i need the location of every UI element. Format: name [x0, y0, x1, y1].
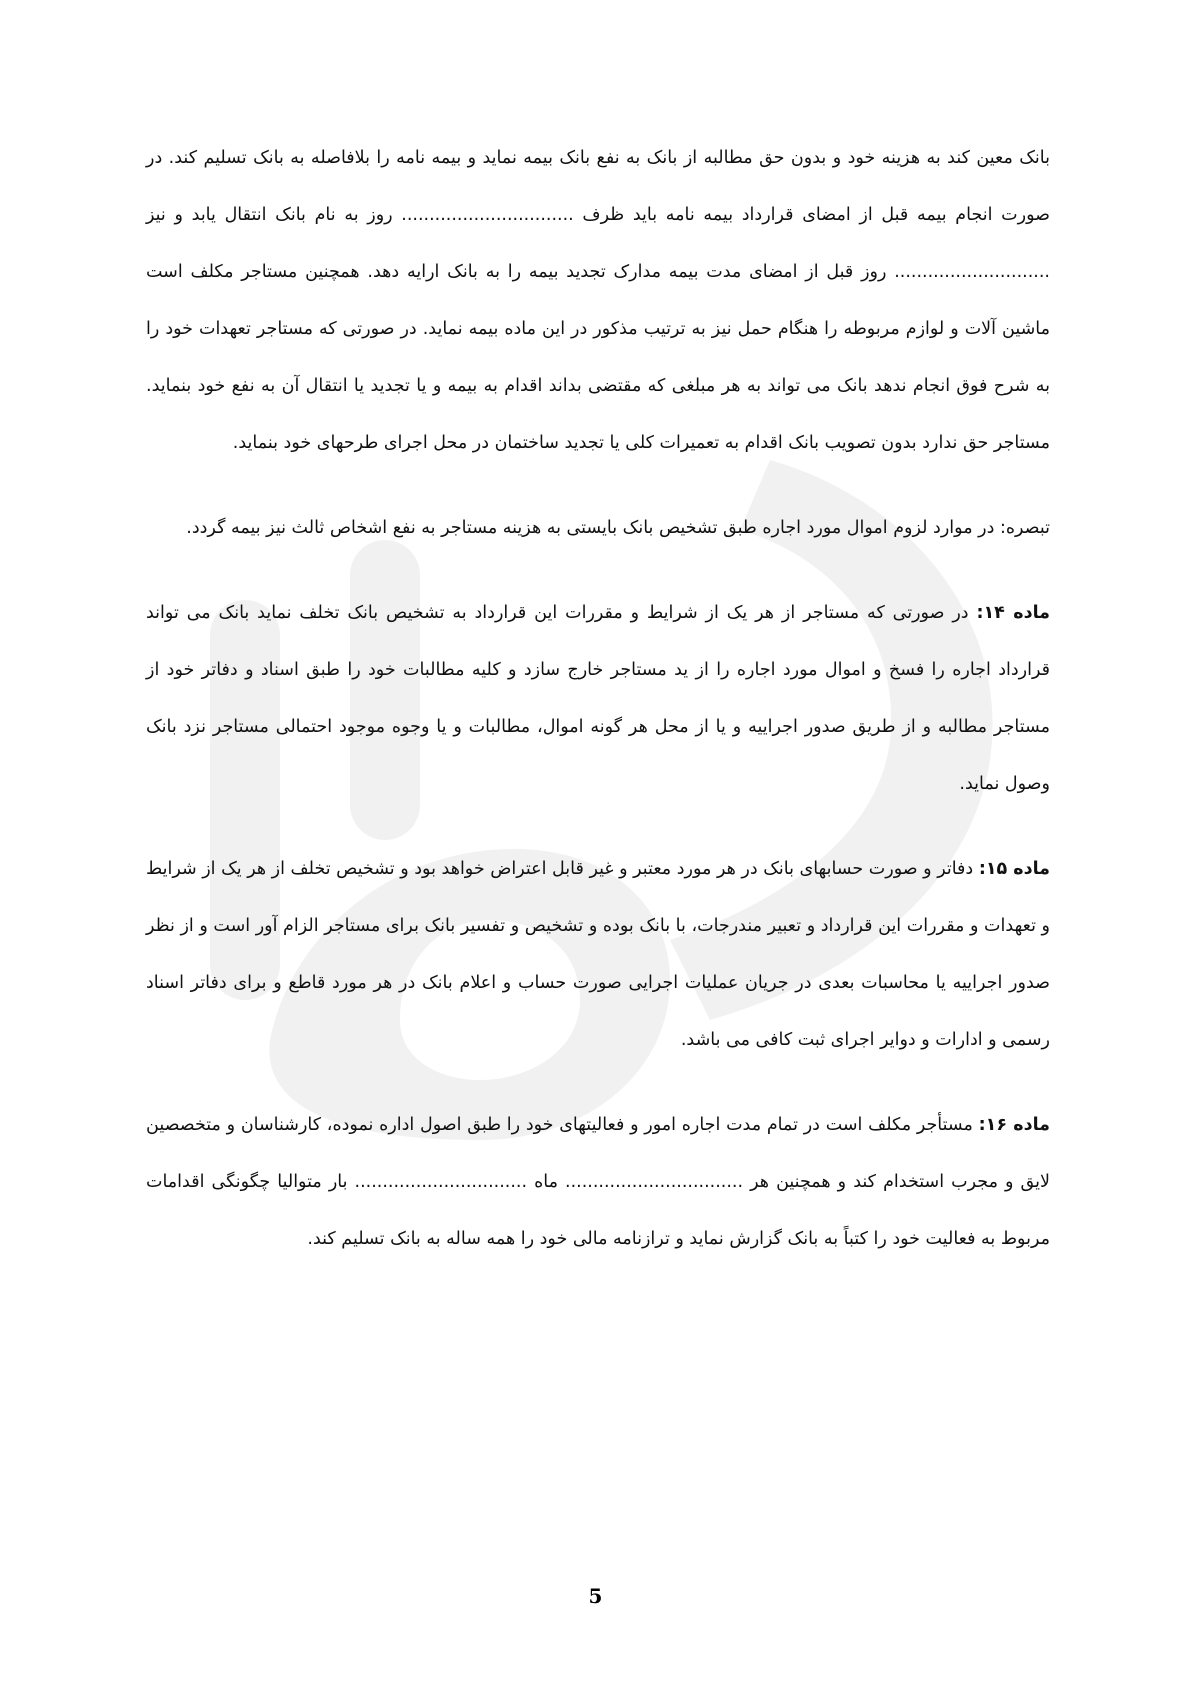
paragraph-text: تبصره: در موارد لزوم اموال مورد اجاره طبق تشخیص بانک بایستی به هزینه مستاجر به نفع اشخاص ثالث نیز بیمه گردد.	[186, 518, 1050, 538]
article-15-text: دفاتر و صورت حسابهای بانک در هر مورد معتبر و غیر قابل اعتراض خواهد بود و تشخیص تخلف از هر یک از شرایط و تعهدات و مقررات این قرارداد و تعبیر مندرجات، با بانک بوده و تشخیص و تفسیر بانک برای مستاجر الزام آور است و از نظر صدور اجراییه یا محاسبات بعدی در جریان عملیات اجرایی صورت حساب و اعلام بانک در هر مورد قاطع و برای دفاتر اسناد رسمی و ادارات و دوایر اجرای ثبت کافی می باشد.	[146, 859, 1050, 1050]
paragraph-article-15	[146, 841, 1050, 1069]
paragraph-note	[146, 500, 1050, 557]
article-14-text: در صورتی که مستاجر از هر یک از شرایط و مقررات این قرارداد به تشخیص بانک تخلف نماید بانک می تواند قرارداد اجاره را فسخ و اموال مورد اجاره را از ید مستاجر خارج سازد و کلیه مطالبات خود را طبق اسناد و دفاتر خود از مستاجر مطالبه و از طریق صدور اجراییه و یا از محل هر گونه اموال، مطالبات و یا وجوه موجود احتمالی مستاجر نزد بانک وصول نماید.	[146, 603, 1050, 794]
article-16-text: مستأجر مکلف است در تمام مدت اجاره امور و فعالیتهای خود را طبق اصول اداره نموده، کارشناسان و متخصصین لایق و مجرب استخدام کند و همچنین هر ................................ ماه ............................... بار متوالیا چگونگی اقدامات مربوط به فعالیت خود را کتباً به بانک گزارش نماید و ترازنامه مالی خود را همه ساله به بانک تسلیم کند.	[146, 1115, 1050, 1249]
article-16-label: ماده ۱۶:	[978, 1115, 1050, 1135]
paragraph-text: بانک معین کند به هزینه خود و بدون حق مطالبه از بانک به نفع بانک بیمه نماید و بیمه نامه را بلافاصله به بانک تسلیم کند. در صورت انجام بیمه قبل از امضای قرارداد بیمه نامه باید ظرف ............................... روز به نام بانک انتقال یابد و نیز ............................ روز قبل از امضای مدت بیمه مدارک تجدید بیمه را به بانک ارایه دهد. همچنین مستاجر مکلف است ماشین آلات و لوازم مربوطه را هنگام حمل نیز به ترتیب مذکور در این ماده بیمه نماید. در صورتی که مستاجر تعهدات خود را به شرح فوق انجام ندهد بانک می تواند به هر مبلغی که مقتضی بداند اقدام به بیمه و یا تجدید یا انتقال آن به نفع خود بنماید. مستاجر حق ندارد بدون تصویب بانک اقدام به تعمیرات کلی یا تجدید ساختمان در محل اجرای طرحهای خود بنماید.	[146, 148, 1050, 453]
page-number: 5	[588, 1584, 603, 1608]
article-14-label: ماده ۱۴:	[976, 603, 1050, 623]
paragraph-article-14	[146, 585, 1050, 813]
article-15-label: ماده ۱۵:	[978, 859, 1051, 879]
paragraph-article-16	[146, 1097, 1050, 1268]
document-body	[146, 130, 1050, 1296]
paragraph-insurance	[146, 130, 1050, 472]
